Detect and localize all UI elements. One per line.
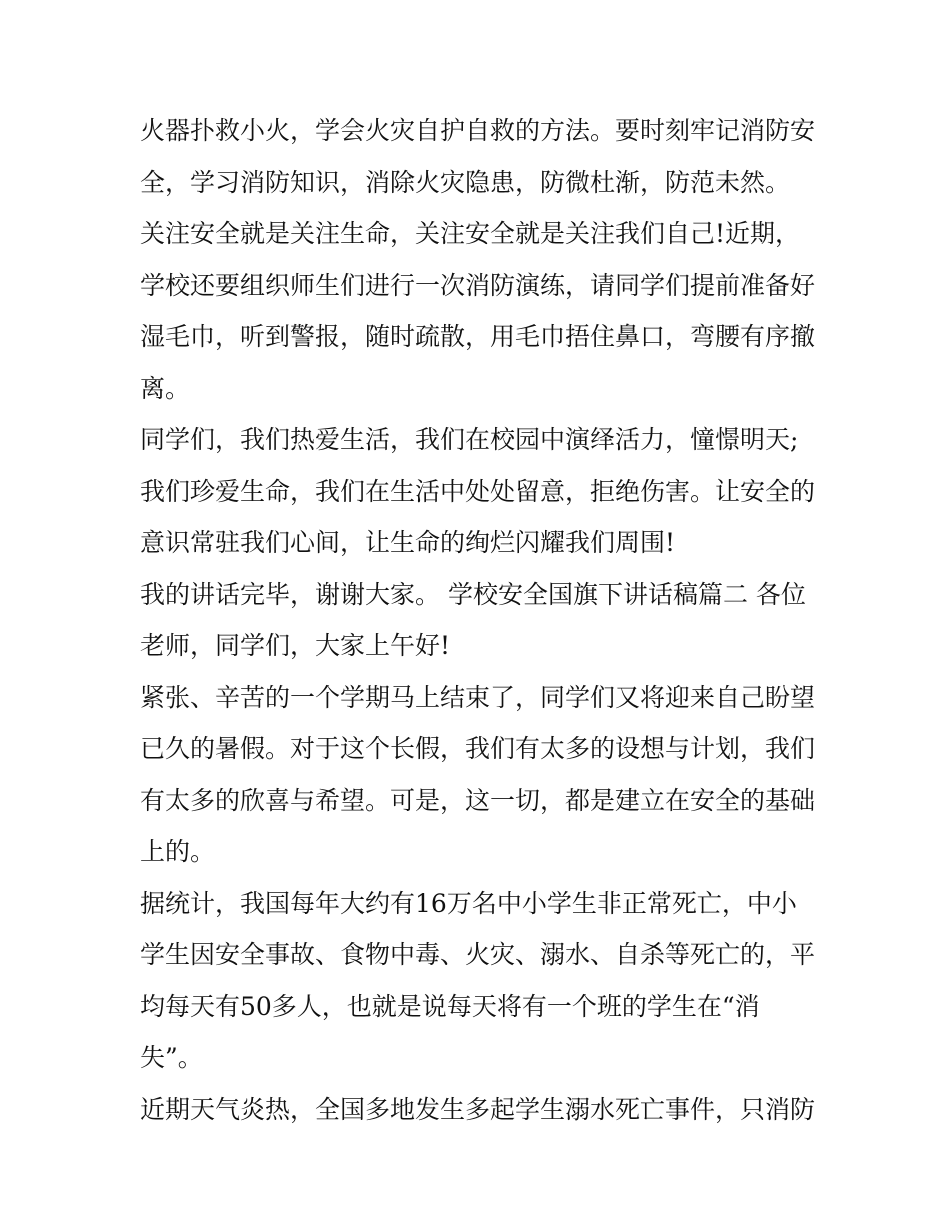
document-body bbox=[140, 105, 820, 1135]
paragraph-fire-safety bbox=[140, 105, 820, 208]
text-line: 近期天气炎热，全国多地发生多起学生溺水死亡事件，只消防 bbox=[140, 1094, 816, 1124]
text-line: 有太多的欣喜与希望。可是，这一切，都是建立在安全的基础 bbox=[140, 785, 816, 815]
text-line: 失”。 bbox=[140, 1043, 203, 1072]
text-line: 已久的暑假。对于这个长假，我们有太多的设想与计划，我们 bbox=[140, 734, 816, 763]
text-line: 全，学习消防知识，消除火灾隐患，防微杜渐，防范未然。 bbox=[140, 167, 791, 197]
text-line: 紧张、辛苦的一个学期马上结束了，同学们又将迎来自己盼望 bbox=[140, 682, 816, 712]
text-line: 我的讲话完毕，谢谢大家。 学校安全国旗下讲话稿篇二 各位 bbox=[140, 579, 806, 609]
text-line: 意识常驻我们心间，让生命的绚烂闪耀我们周围! bbox=[140, 528, 676, 557]
text-line: 我们珍爱生命，我们在生活中处处留意，拒绝伤害。让安全的 bbox=[140, 476, 816, 506]
text-line: 关注安全就是关注生命，关注安全就是关注我们自己!近期， bbox=[140, 219, 801, 248]
text-line: 老师，同学们，大家上午好! bbox=[140, 631, 451, 660]
text-line: 上的。 bbox=[140, 837, 216, 866]
paragraph-love-life bbox=[140, 414, 820, 569]
paragraph-fire-drill bbox=[140, 208, 820, 414]
text-line: 学校还要组织师生们进行一次消防演练，请同学们提前准备好 bbox=[140, 270, 816, 300]
text-line: 离。 bbox=[140, 373, 191, 403]
paragraph-summer-vacation bbox=[140, 672, 820, 878]
paragraph-speech-end bbox=[140, 569, 820, 672]
text-line: 同学们，我们热爱生活，我们在校园中演绎活力，憧憬明天; bbox=[140, 425, 799, 454]
text-line: 湿毛巾，听到警报，随时疏散，用毛巾捂住鼻口，弯腰有序撤 bbox=[140, 322, 816, 351]
text-line: 学生因安全事故、食物中毒、火灾、溺水、自杀等死亡的，平 bbox=[140, 940, 816, 969]
paragraph-statistics bbox=[140, 878, 820, 1084]
text-line: 据统计，我国每年大约有16万名中小学生非正常死亡，中小 bbox=[140, 888, 797, 918]
text-line: 均每天有50多人，也就是说每天将有一个班的学生在“消 bbox=[140, 991, 760, 1021]
paragraph-drowning bbox=[140, 1084, 820, 1136]
text-line: 火器扑救小火，学会火灾自护自救的方法。要时刻牢记消防安 bbox=[140, 116, 816, 145]
